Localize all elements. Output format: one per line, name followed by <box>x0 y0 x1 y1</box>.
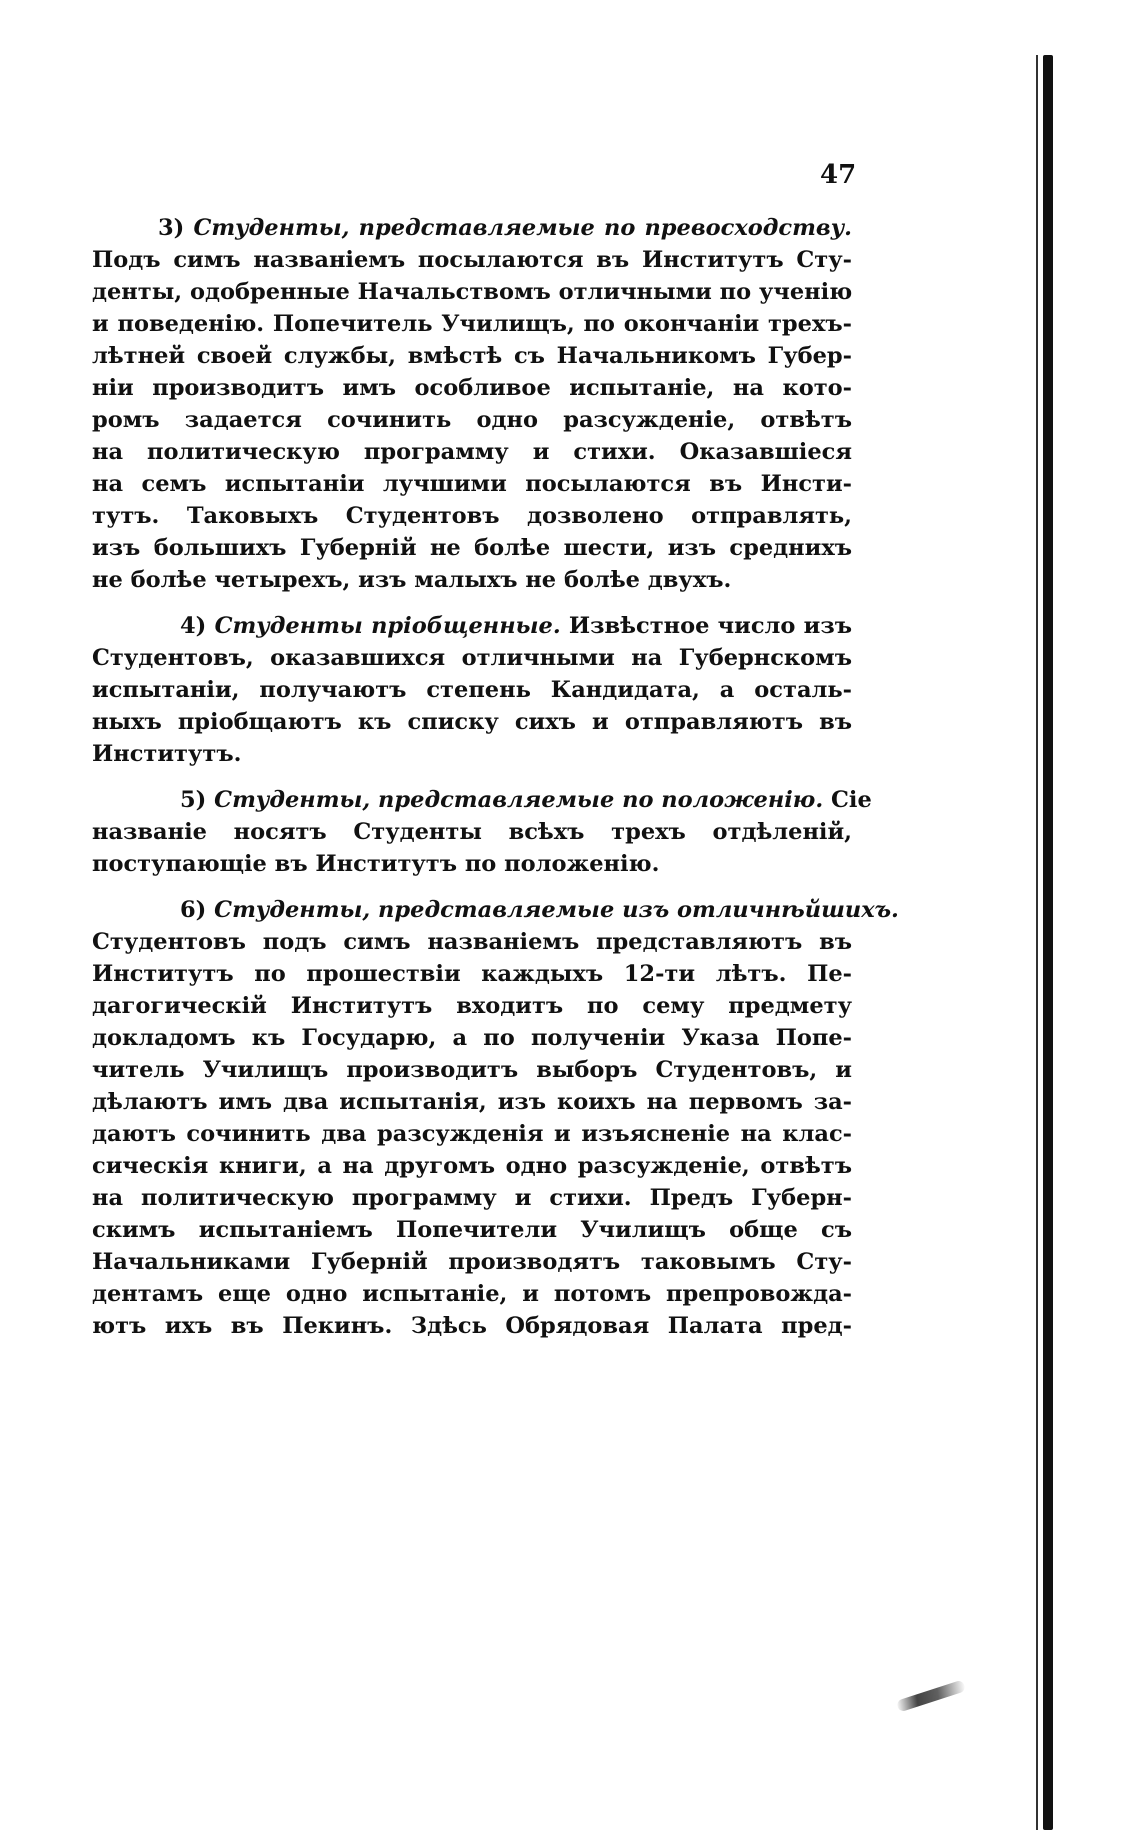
paragraph-line: названіе носятъ Студенты всѣхъ трехъ отдѣленій, <box>92 819 852 845</box>
paragraph-heading: Студенты, представляемые по превосходству. <box>193 215 852 241</box>
paragraph-line <box>92 894 899 926</box>
paragraph-line: денты, одобренные Начальствомъ отличными по ученію <box>92 279 853 305</box>
paragraph-line: испытаніи, получаютъ степень Кандидата, а осталь- <box>92 677 852 703</box>
paragraph-line: ныхъ пріобщаютъ къ списку сихъ и отправляютъ въ <box>92 709 852 735</box>
body-text <box>92 212 899 1356</box>
paragraph-number: 6) <box>180 897 207 923</box>
paragraph-line: изъ большихъ Губерній не болѣе шести, изъ среднихъ <box>92 535 852 561</box>
paragraph-heading: Студенты, представляемые по положенію. <box>214 787 824 813</box>
paragraph-line: Сіе <box>831 787 872 813</box>
paragraph-number: 4) <box>180 613 207 639</box>
paragraph-line: дѣлаютъ имъ два испытанія, изъ коихъ на первомъ за- <box>92 1089 852 1115</box>
paragraph-5 <box>92 784 872 880</box>
paragraph-line <box>92 610 852 642</box>
paragraph-line: на политическую программу и стихи. Оказавшіеся <box>92 439 852 465</box>
paragraph-line: скимъ испытаніемъ Попечители Училищъ обще съ <box>92 1217 852 1243</box>
paragraph-line: тутъ. Таковыхъ Студентовъ дозволено отправлять, <box>92 503 852 529</box>
paragraph-line: ромъ задается сочинить одно разсужденіе, отвѣтъ <box>92 407 852 433</box>
paragraph-4 <box>92 610 852 770</box>
paragraph-line: Институтъ. <box>92 741 242 767</box>
paragraph-line: даютъ сочинить два разсужденія и изъясненіе на клас- <box>92 1121 852 1147</box>
paragraph-heading: Студенты пріобщенные. <box>214 613 561 639</box>
paragraph-heading: Студенты, представляемые изъ отличнѣйшихъ. <box>214 897 899 923</box>
paragraph-number: 5) <box>180 787 207 813</box>
paragraph-line: сическія книги, а на другомъ одно разсужденіе, отвѣтъ <box>92 1153 852 1179</box>
paragraph-line: Извѣстное число изъ <box>568 613 852 639</box>
binding-edge-line <box>1036 55 1038 1830</box>
paragraph-line: поступающіе въ Институтъ по положенію. <box>92 851 660 877</box>
paragraph-line: Начальниками Губерній производятъ таковымъ Сту- <box>92 1249 852 1275</box>
paragraph-line <box>92 212 852 244</box>
page-number: 47 <box>820 160 857 190</box>
paragraph-line: читель Училищъ производитъ выборъ Студентовъ, и <box>92 1057 852 1083</box>
paragraph-line: Студентовъ подъ симъ названіемъ представляютъ въ <box>92 929 852 955</box>
paragraph-line: на семъ испытаніи лучшими посылаются въ Инсти- <box>92 471 852 497</box>
paragraph-line <box>92 784 872 816</box>
ink-smudge <box>896 1679 966 1712</box>
paragraph-6 <box>92 894 899 1342</box>
paragraph-line: ютъ ихъ въ Пекинъ. Здѣсь Обрядовая Палата пред- <box>92 1313 852 1339</box>
paragraph-number: 3) <box>158 215 185 241</box>
paragraph-line: не болѣе четырехъ, изъ малыхъ не болѣе двухъ. <box>92 567 732 593</box>
paragraph-line: лѣтней своей службы, вмѣстѣ съ Начальникомъ Губер- <box>92 343 852 369</box>
paragraph-line: и поведенію. Попечитель Училищъ, по окончаніи трехъ- <box>92 311 852 337</box>
paragraph-line: Институтъ по прошествіи каждыхъ 12-ти лѣтъ. Пе- <box>92 961 852 987</box>
paragraph-line: дентамъ еще одно испытаніе, и потомъ препровожда- <box>92 1281 852 1307</box>
paragraph-3 <box>92 212 852 596</box>
paragraph-line: Подъ симъ названіемъ посылаются въ Институтъ Сту- <box>92 247 852 273</box>
paragraph-line: дагогическій Институтъ входитъ по сему предмету <box>92 993 852 1019</box>
paragraph-line: на политическую программу и стихи. Предъ Губерн- <box>92 1185 852 1211</box>
paragraph-line: докладомъ къ Государю, а по полученіи Указа Попе- <box>92 1025 852 1051</box>
paragraph-line: Студентовъ, оказавшихся отличными на Губернскомъ <box>92 645 852 671</box>
binding-edge-shadow <box>1043 55 1053 1830</box>
paragraph-line: ніи производитъ имъ особливое испытаніе, на кото- <box>92 375 852 401</box>
